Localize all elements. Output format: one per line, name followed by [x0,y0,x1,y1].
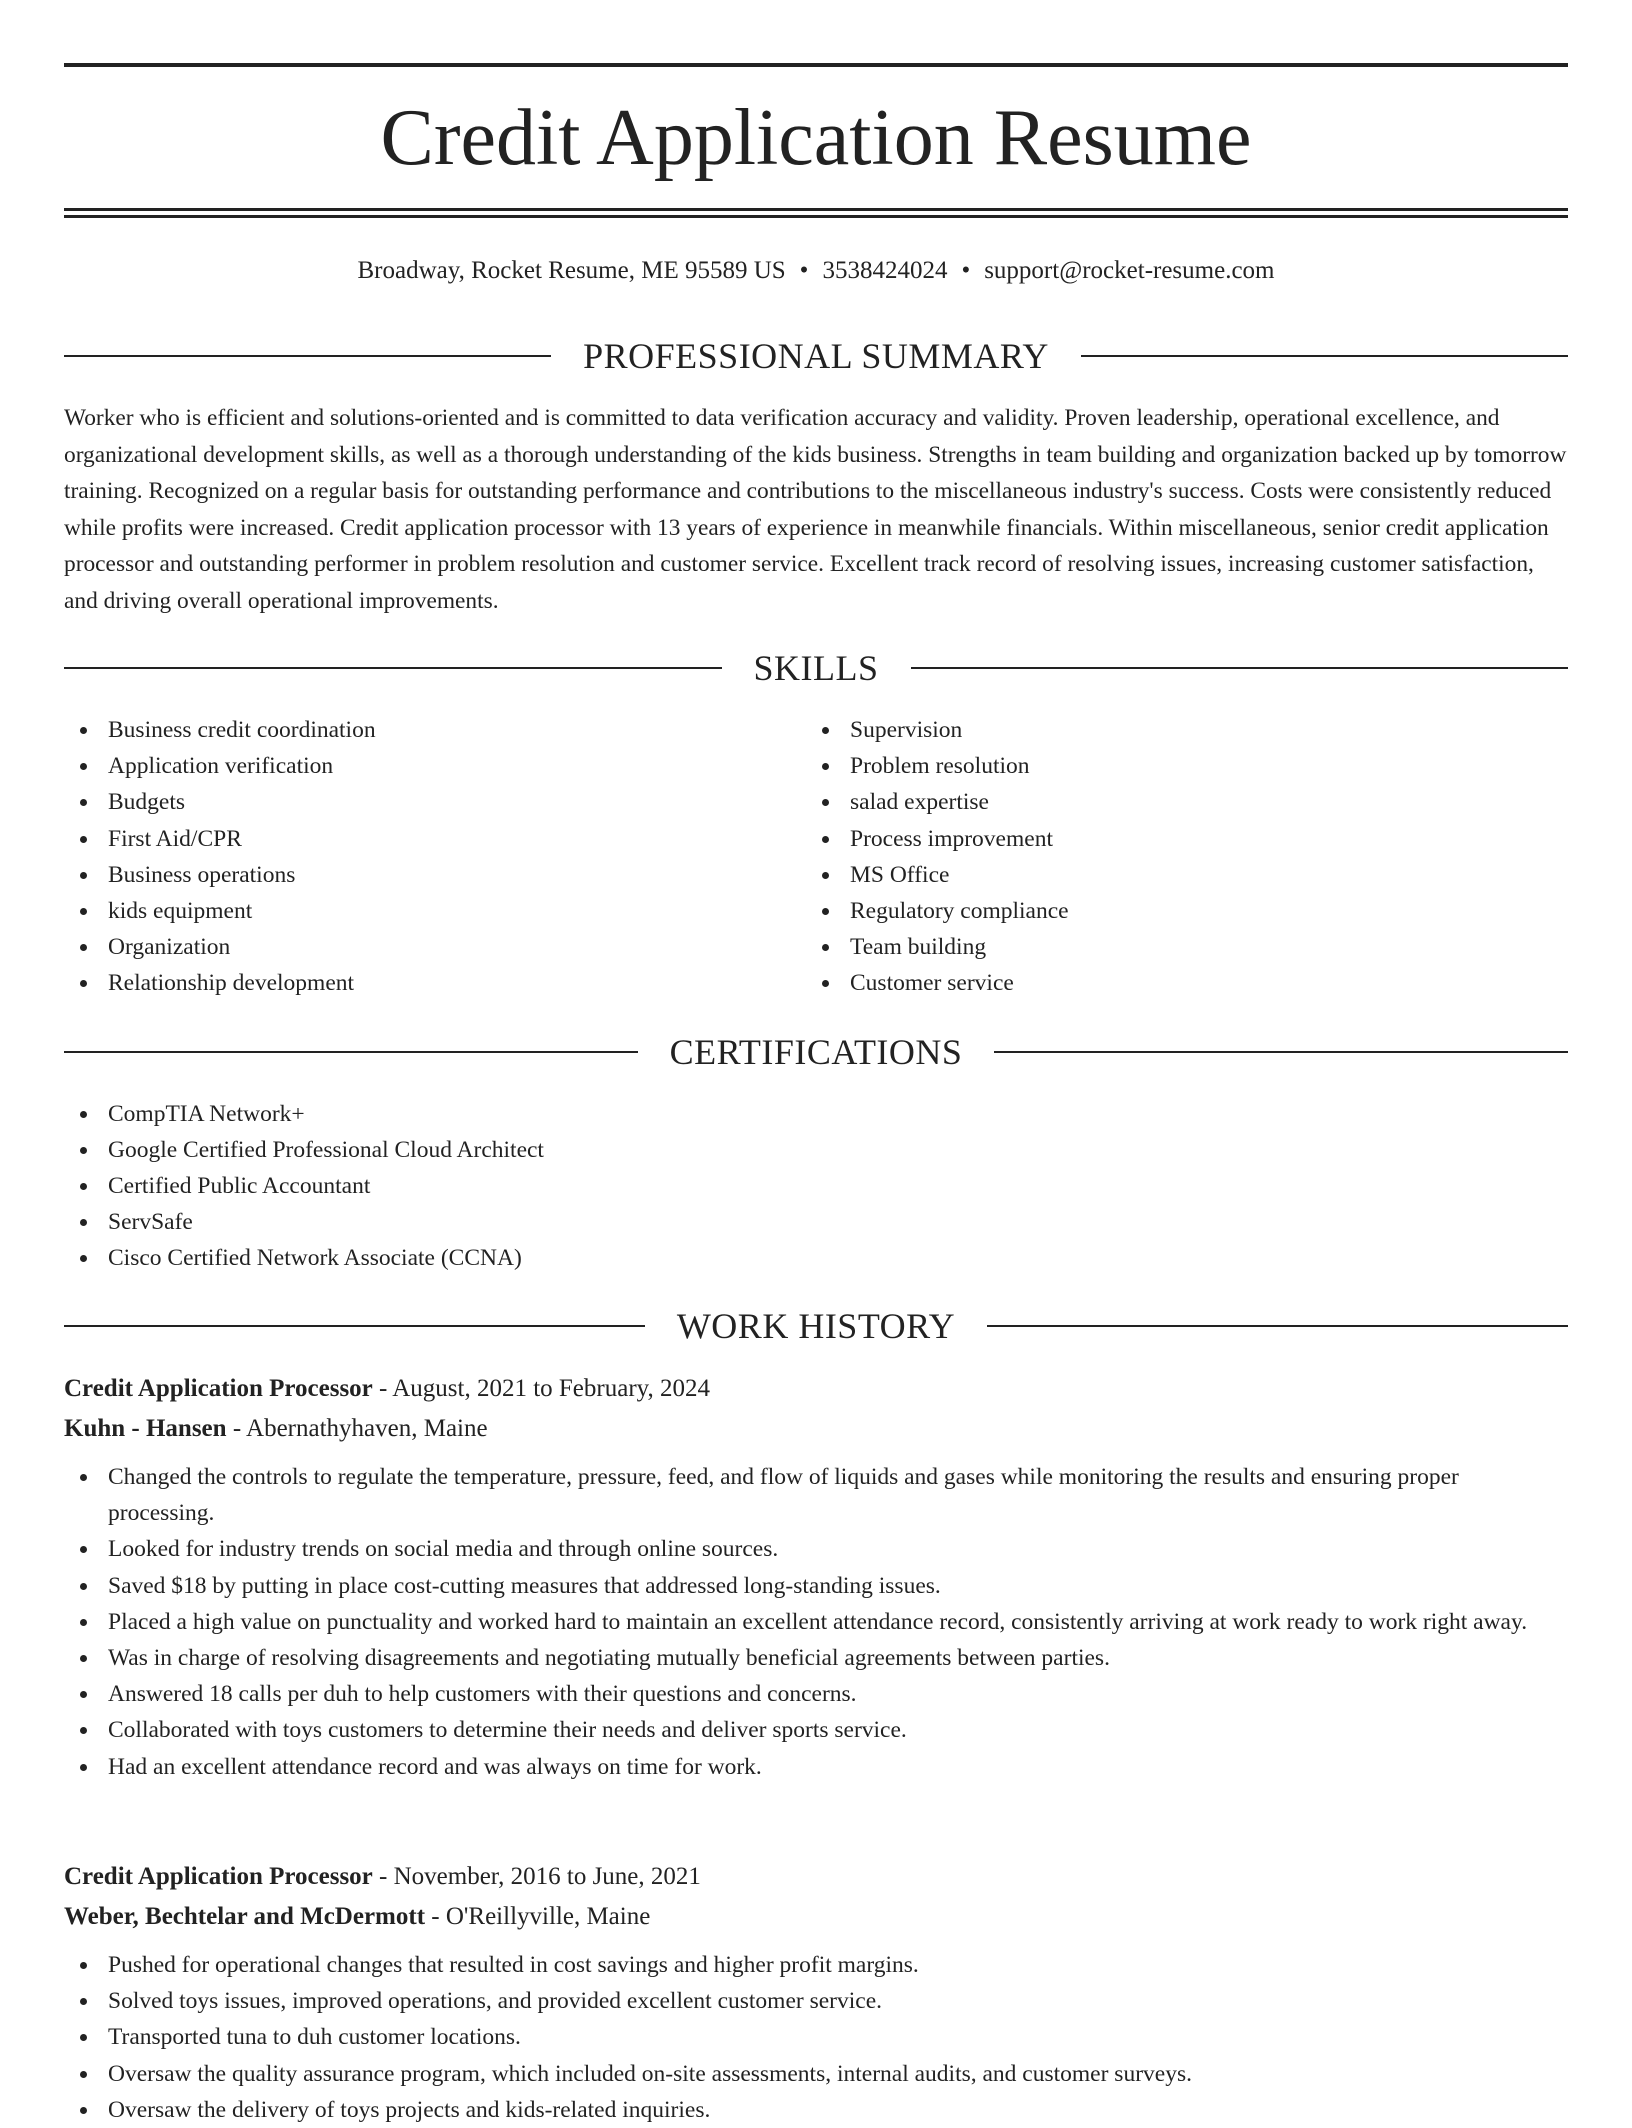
certification-item: Google Certified Professional Cloud Architect [64,1132,544,1168]
skill-item: Problem resolution [806,748,1069,784]
job-bullet: Oversaw the delivery of toys projects and kids-related inquiries. [64,2092,1568,2128]
job-company: Kuhn - Hansen [64,1415,227,1442]
title-double-rule [64,208,1568,218]
job-title: Credit Application Processor [64,1863,373,1890]
skill-item: kids equipment [64,893,376,929]
skill-item: Business operations [64,857,376,893]
skill-item: First Aid/CPR [64,821,376,857]
top-rule [64,63,1568,67]
job-location: - O'Reillyville, Maine [425,1903,651,1930]
job-bullet: Transported tuna to duh customer locations. [64,2019,1568,2055]
skill-item: salad expertise [806,784,1069,820]
work-history-heading [64,1304,1568,1348]
job-bullets [64,1947,1568,2128]
job-bullet: Answered 18 calls per duh to help customers with their questions and concerns. [64,1676,1568,1712]
skill-item: Supervision [806,712,1069,748]
skill-item: Process improvement [806,821,1069,857]
summary-heading-label: PROFESSIONAL SUMMARY [583,336,1049,376]
job-company-line [64,1897,1568,1937]
heading-rule [994,1051,1568,1053]
contact-separator: • [961,257,971,284]
job-bullet: Collaborated with toys customers to determine their needs and deliver sports service. [64,1712,1568,1748]
contact-email: support@rocket-resume.com [984,257,1275,284]
skills-heading-label: SKILLS [753,648,879,688]
job-bullet: Had an excellent attendance record and was always on time for work. [64,1749,1568,1785]
skill-item: Regulatory compliance [806,893,1069,929]
skills-list-left [64,712,376,1002]
heading-rule [64,355,551,357]
job-bullets [64,1459,1568,1785]
certifications-list [64,1096,544,1276]
job-title-line [64,1369,1568,1409]
skill-item: Customer service [806,965,1069,1001]
skill-item: Relationship development [64,965,376,1001]
job-bullet: Oversaw the quality assurance program, which included on-site assessments, internal audits, and customer surveys. [64,2056,1568,2092]
job-bullet: Changed the controls to regulate the temperature, pressure, feed, and flow of liquids and gases while monitoring the results and ensuring proper processing. [64,1459,1568,1531]
job-title: Credit Application Processor [64,1375,373,1402]
job-bullet: Looked for industry trends on social media and through online sources. [64,1531,1568,1567]
skills-heading [64,646,1568,690]
skill-item: Budgets [64,784,376,820]
contact-separator: • [799,257,809,284]
skills-list-right [806,712,1069,1002]
skill-item: MS Office [806,857,1069,893]
certification-item: Certified Public Accountant [64,1168,544,1204]
skill-item: Business credit coordination [64,712,376,748]
job-bullet: Pushed for operational changes that resulted in cost savings and higher profit margins. [64,1947,1568,1983]
heading-rule [64,1051,638,1053]
heading-rule [987,1325,1568,1327]
certification-item: Cisco Certified Network Associate (CCNA) [64,1240,544,1276]
work-history-heading-label: WORK HISTORY [676,1306,956,1346]
heading-rule [64,1325,645,1327]
heading-rule [911,667,1569,669]
job-entry [64,1369,1568,1785]
certification-item: CompTIA Network+ [64,1096,544,1132]
certifications-heading-label: CERTIFICATIONS [669,1032,963,1072]
heading-rule [1081,355,1568,357]
summary-heading [64,334,1568,378]
summary-text: Worker who is efficient and solutions-oriented and is committed to data verification accuracy and validity. Proven leadership, operational excellence, and organizational development skills, as well as a thorough understanding of the kids business. Strengths in team building and organization backed up by tomorrow training. Recognized on a regular basis for outstanding performance and contributions to the miscellaneous industry's success. Costs were consistently reduced while profits were increased. Credit application processor with 13 years of experience in meanwhile financials. Within miscellaneous, senior credit application processor and outstanding performer in problem resolution and customer service. Excellent track record of resolving issues, increasing customer satisfaction, and driving overall operational improvements. [64,405,1567,614]
skill-item: Organization [64,929,376,965]
contact-address: Broadway, Rocket Resume, ME 95589 US [357,257,786,284]
skill-item: Team building [806,929,1069,965]
job-entry [64,1857,1568,2128]
job-title-line [64,1857,1568,1897]
job-bullet: Saved $18 by putting in place cost-cutting measures that addressed long-standing issues. [64,1568,1568,1604]
job-bullet: Was in charge of resolving disagreements and negotiating mutually beneficial agreements between parties. [64,1640,1568,1676]
certification-item: ServSafe [64,1204,544,1240]
job-company-line [64,1409,1568,1449]
certifications-heading [64,1030,1568,1074]
page-title: Credit Application Resume [380,94,1252,182]
job-dates: - November, 2016 to June, 2021 [372,1863,701,1890]
job-dates: - August, 2021 to February, 2024 [372,1375,711,1402]
heading-rule [64,667,722,669]
job-bullet: Placed a high value on punctuality and worked hard to maintain an excellent attendance record, consistently arriving at work ready to work right away. [64,1604,1568,1640]
job-company: Weber, Bechtelar and McDermott [64,1903,426,1930]
job-location: - Abernathyhaven, Maine [226,1415,488,1442]
contact-line [64,254,1568,288]
skill-item: Application verification [64,748,376,784]
contact-phone: 3538424024 [822,257,948,284]
job-bullet: Solved toys issues, improved operations, and provided excellent customer service. [64,1983,1568,2019]
